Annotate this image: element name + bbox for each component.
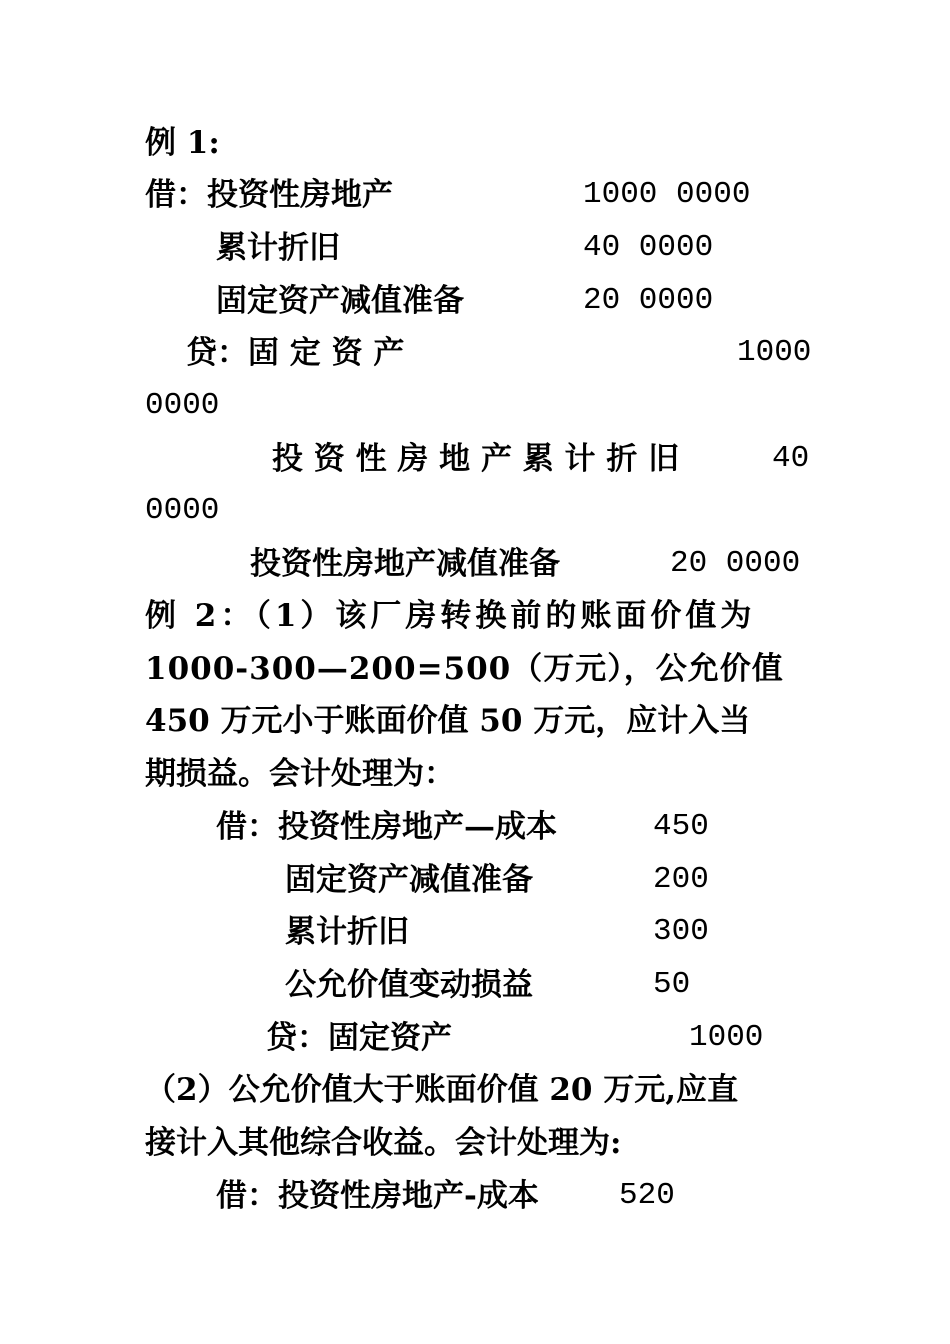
entry2-credit-amount: 1000 [689, 1020, 764, 1055]
entry1-debit-account: 借：投资性房地产 [145, 177, 393, 213]
entry1-credit-account: 贷：固 定 资 产 [186, 335, 405, 371]
entry2-credit-account: 贷：固定资产 [266, 1020, 452, 1056]
example-1-heading: 例 1: [145, 125, 220, 161]
entry3-debit-amount: 520 [619, 1178, 675, 1213]
entry1-credit-amount-2: 40 [772, 441, 810, 476]
entry1-debit-amount-2: 40 0000 [583, 230, 714, 265]
example-2-paragraph-line-3: 450 万元小于账面价值 50 万元，应计入当 [145, 703, 751, 739]
entry1-debit-account-2: 累计折旧 [216, 230, 340, 266]
entry2-debit-amount-4: 50 [653, 967, 691, 1002]
example-2-paragraph-line-1: 例 2：（1）该厂房转换前的账面价值为 [145, 598, 756, 634]
entry2-debit-account-4: 公允价值变动损益 [285, 967, 533, 1003]
entry2-debit-amount-3: 300 [653, 914, 709, 949]
entry2-debit-account: 借：投资性房地产—成本 [216, 809, 557, 845]
entry1-debit-amount-3: 20 0000 [583, 283, 714, 318]
entry2-debit-account-3: 累计折旧 [285, 914, 409, 950]
entry2-debit-amount: 450 [653, 809, 709, 844]
entry1-credit-account-3: 投资性房地产减值准备 [250, 546, 560, 582]
entry2-debit-amount-2: 200 [653, 862, 709, 897]
entry1-credit-amount-2-wrap: 0000 [145, 493, 220, 528]
entry3-debit-account: 借：投资性房地产-成本 [216, 1178, 539, 1214]
example-2-paragraph-line-4: 期损益。会计处理为： [145, 756, 455, 792]
entry1-debit-account-3: 固定资产减值准备 [216, 283, 464, 319]
example-2-paragraph-line-2: 1000-300—200=500（万元），公允价值 [145, 651, 784, 687]
entry1-credit-amount-3: 20 0000 [670, 546, 801, 581]
entry2-debit-account-2: 固定资产减值准备 [285, 862, 533, 898]
entry1-credit-amount: 1000 [737, 335, 812, 370]
part-2-paragraph-line-1: （2）公允价值大于账面价值 20 万元,应直 [145, 1072, 739, 1108]
entry1-credit-account-2: 投 资 性 房 地 产 累 计 折 旧 [272, 441, 680, 477]
entry1-debit-amount: 1000 0000 [583, 177, 751, 212]
entry1-credit-amount-wrap: 0000 [145, 388, 220, 423]
part-2-paragraph-line-2: 接计入其他综合收益。会计处理为: [145, 1125, 622, 1161]
